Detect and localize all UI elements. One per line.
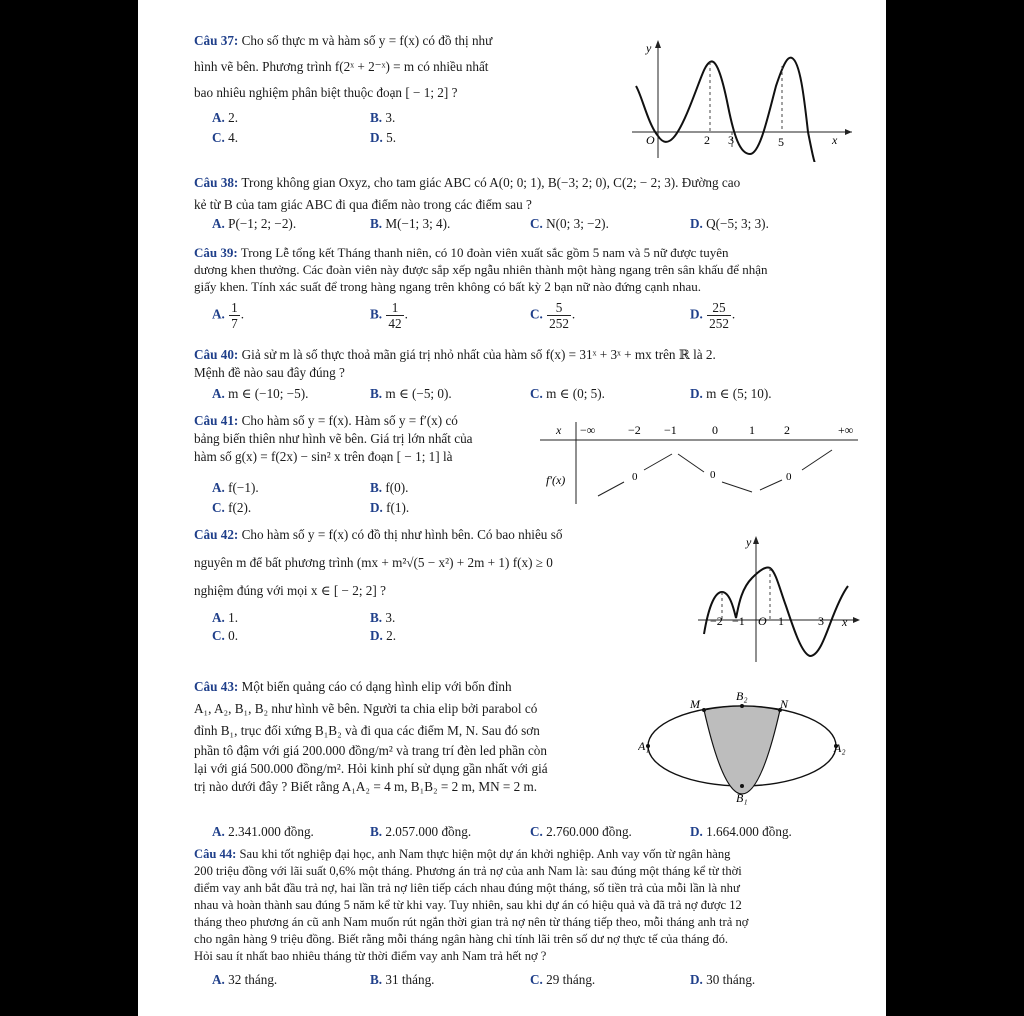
option-value: 29 tháng. [546,972,596,987]
option-letter: B. [370,824,383,839]
exam-page [138,0,886,1016]
header-m1: −1 [664,423,677,437]
q44-label: Câu 44: [194,847,237,861]
q38-option-c[interactable] [530,216,609,232]
q43-option-a[interactable] [212,824,314,840]
q43-option-d[interactable] [690,824,792,840]
option-letter: C. [530,306,543,322]
label-b2: B₂ [736,689,748,703]
option-value: 5. [386,130,397,145]
option-value: m ∈ (0; 5). [546,386,605,401]
option-letter: A. [212,216,225,231]
q44-text-7: Hỏi sau ít nhất bao nhiêu tháng từ thời điểm vay anh Nam trả hết nợ ? [194,949,547,963]
option-value: N(0; 3; −2). [546,216,609,231]
header-pinf: +∞ [838,423,854,437]
arrow-up-1 [598,482,624,496]
q40-option-d[interactable] [690,386,772,402]
q38-label: Câu 38: [194,175,239,190]
option-value: M(−1; 3; 4). [385,216,451,231]
fraction [229,300,240,331]
shaded-parabola-region [704,706,780,794]
q41-text-1: Cho hàm số y = f(x). Hàm số y = f′(x) có [241,413,458,428]
q44-option-c[interactable] [530,972,595,988]
q42-text-1: Cho hàm số y = f(x) có đồ thị như hình bên. Có bao nhiêu số [241,527,563,542]
y-axis-arrow [753,536,759,544]
option-value: m ∈ (−10; −5). [228,386,309,401]
label-x: x [842,615,848,629]
label-1: 1 [778,614,784,628]
q42-option-a[interactable] [212,610,238,626]
option-value: 1. [228,610,239,625]
q40-text-2: Mệnh đề nào sau đây đúng ? [194,365,345,380]
option-value: f(−1). [228,480,259,495]
question-37 [194,32,574,102]
q39-text-3: giấy khen. Tính xác suất để trong hàng ngang trên không có bất kỳ 2 bạn nữ nào đứng cạnh nhau. [194,279,702,294]
label-o: O [758,614,767,628]
q38-option-b[interactable] [370,216,450,232]
label-m1: −1 [732,614,745,628]
q43-ellipse-figure [638,686,848,810]
header-ninf: −∞ [580,423,596,437]
question-42 [194,526,664,600]
label-x: x [832,133,838,147]
label-m2: −2 [710,614,723,628]
q41-option-b[interactable] [370,480,408,496]
option-letter: B. [370,306,383,322]
label-5: 5 [778,135,784,149]
option-letter: D. [370,500,383,515]
label-a1: A₁ [638,739,650,753]
q41-option-c[interactable] [212,500,251,516]
label-2: 2 [704,133,710,147]
option-value: P(−1; 2; −2). [228,216,297,231]
question-40 [194,346,874,382]
option-letter: C. [530,386,543,401]
option-letter: D. [690,386,703,401]
header-m2: −2 [628,423,641,437]
q37-option-b[interactable] [370,110,395,126]
header-0: 0 [712,423,718,437]
option-letter: B. [370,216,383,231]
q40-text-1: Giả sử m là số thực thoả mãn giá trị nhỏ nhất của hàm số f(x) = 31ˣ + 3ˣ + mx trên ℝ là 2. [241,347,716,362]
q44-option-d[interactable] [690,972,755,988]
question-39 [194,244,884,295]
row-fprime: f′(x) [546,473,566,487]
q44-text-1: Sau khi tốt nghiệp đại học, anh Nam thực hiện một dự án khởi nghiệp. Anh vay vốn từ ngân hàng [239,847,731,861]
q37-graph [632,36,862,162]
option-letter: B. [370,972,383,987]
q41-label: Câu 41: [194,413,239,428]
option-value: 2. [228,110,239,125]
q42-text-2: nguyên m để bất phương trình (mx + m²√(5 − x²) + 2m + 1) f(x) ≥ 0 [194,555,553,570]
arrow-up-4 [802,450,832,470]
arrow-up-3 [760,480,782,490]
q41-option-a[interactable] [212,480,259,496]
q44-text-5: tháng theo phương án cũ anh Nam muốn rút ngắn thời gian trả nợ nên từ tháng tiếp theo, mỗi tháng anh trả nợ [194,915,749,929]
denominator: 252 [549,316,569,331]
q44-option-a[interactable] [212,972,277,988]
q44-option-b[interactable] [370,972,434,988]
label-3: 3 [728,133,734,147]
q39-option-b[interactable] [370,300,408,331]
dot: . [571,306,576,322]
fraction [707,300,731,331]
q38-text-2: kẻ từ B của tam giác ABC đi qua điểm nào trong các điểm sau ? [194,197,532,212]
q38-option-a[interactable] [212,216,296,232]
question-38 [194,174,874,214]
option-letter: B. [370,480,383,495]
dot: . [240,306,245,322]
point-b1 [740,784,744,788]
value-0-c: 0 [786,471,792,483]
option-letter: A. [212,110,225,125]
q37-label: Câu 37: [194,33,239,48]
option-letter: D. [690,972,703,987]
q43-text-3: đỉnh B₁, trục đối xứng B₁B₂ và đi qua các điểm M, N. Sau đó sơn [194,723,540,738]
option-letter: B. [370,386,383,401]
q42-option-b[interactable] [370,610,395,626]
q43-text-2: A₁, A₂, B₁, B₂ như hình vẽ bên. Người ta chia elip bởi parabol có [194,701,538,716]
q41-variation-table [540,418,862,506]
arrow-up-2 [644,454,672,470]
option-letter: B. [370,110,383,125]
option-letter: A. [212,610,225,625]
option-letter: A. [212,972,225,987]
header-2: 2 [784,423,790,437]
arrow-down-1 [678,454,704,472]
q42-text-3: nghiệm đúng với mọi x ∈ [ − 2; 2] ? [194,583,386,598]
label-3: 3 [818,614,824,628]
option-value: m ∈ (−5; 0). [385,386,452,401]
option-value: 2.057.000 đồng. [385,824,472,839]
option-value: 1.664.000 đồng. [706,824,792,839]
option-value: 3. [385,110,396,125]
option-letter: B. [370,610,383,625]
q42-option-d[interactable] [370,628,396,644]
numerator: 1 [231,300,238,315]
option-letter: D. [370,130,383,145]
option-value: 2.341.000 đồng. [228,824,314,839]
curve [704,567,848,656]
numerator: 1 [386,300,403,316]
q39-text-2: dương khen thưởng. Các đoàn viên này được sắp xếp ngẫu nhiên thành một hàng ngang trên sân khấu để nhận [194,262,768,277]
option-letter: A. [212,824,225,839]
q37-option-d[interactable] [370,130,396,146]
question-41 [194,412,534,466]
option-letter: A. [212,480,225,495]
header-x: x [556,423,562,437]
q38-text-1: Trong không gian Oxyz, cho tam giác ABC có A(0; 0; 1), B(−3; 2; 0), C(2; − 2; 3). Đường cao [241,175,741,190]
label-n: N [780,697,789,711]
option-value: 2.760.000 đồng. [546,824,632,839]
option-letter: A. [212,306,225,322]
label-o: O [646,133,655,147]
question-43 [194,678,614,796]
option-value: f(0). [385,480,409,495]
value-0-a: 0 [632,471,638,483]
option-value: 32 tháng. [228,972,278,987]
point-b2 [740,704,744,708]
x-axis-arrow [845,129,852,135]
q37-option-a[interactable] [212,110,238,126]
header-1: 1 [749,423,755,437]
q37-text-2: hình vẽ bên. Phương trình f(2ˣ + 2⁻ˣ) = m có nhiều nhất [194,59,489,74]
option-value: m ∈ (5; 10). [706,386,772,401]
label-b1: B₁ [736,791,748,805]
q41-text-2: bảng biến thiên như hình vẽ bên. Giá trị lớn nhất của [194,431,473,446]
option-value: 0. [228,628,239,643]
label-y: y [646,41,652,55]
dot: . [404,306,408,322]
q39-label: Câu 39: [194,245,238,260]
label-a2: A₂ [834,741,846,755]
option-value: 4. [228,130,239,145]
option-letter: C. [212,500,225,515]
option-value: 2. [386,628,397,643]
q40-option-c[interactable] [530,386,605,402]
option-value: 3. [385,610,396,625]
y-axis-arrow [655,40,661,48]
option-letter: D. [690,824,703,839]
denominator: 7 [231,316,238,331]
numerator: 25 [707,300,731,316]
q43-text-1: Một biển quảng cáo có dạng hình elip với bốn đỉnh [241,679,512,694]
option-letter: A. [212,386,225,401]
numerator: 5 [547,300,571,316]
question-44 [194,846,884,965]
q43-option-b[interactable] [370,824,471,840]
option-value: 30 tháng. [706,972,756,987]
option-value: 31 tháng. [385,972,435,987]
denominator: 252 [709,316,729,331]
value-0-b: 0 [710,469,716,481]
option-letter: D. [690,216,703,231]
x-axis-arrow [853,617,860,623]
label-m: M [690,697,700,711]
q43-text-5: lại với giá 500.000 đồng/m². Hỏi kinh phí sử dụng gần nhất với giá [194,761,548,776]
label-y: y [746,535,752,549]
option-letter: D. [690,306,703,322]
option-value: f(2). [228,500,252,515]
curve [636,58,816,162]
option-value: Q(−5; 3; 3). [706,216,769,231]
q40-option-b[interactable] [370,386,452,402]
q42-label: Câu 42: [194,527,239,542]
option-letter: C. [530,824,543,839]
q41-option-d[interactable] [370,500,409,516]
q39-option-d[interactable] [690,300,735,331]
option-letter: C. [530,972,543,987]
fraction [547,300,571,331]
q37-option-c[interactable] [212,130,238,146]
q39-option-c[interactable] [530,300,575,331]
option-letter: C. [212,130,225,145]
arrow-down-2 [722,482,752,492]
q44-text-2: 200 triệu đồng với lãi suất 0,6% một tháng. Phương án trả nợ của anh Nam là: sau đúng một tháng kể từ thời [194,864,742,878]
q44-text-6: cho ngân hàng 9 triệu đồng. Biết rằng mỗi tháng ngân hàng chỉ tính lãi trên số dư nợ thực tế của tháng đó. [194,932,729,946]
q41-text-3: hàm số g(x) = f(2x) − sin² x trên đoạn [ − 1; 1] là [194,449,453,464]
option-letter: C. [212,628,225,643]
q39-text-1: Trong Lễ tổng kết Tháng thanh niên, có 10 đoàn viên xuất sắc gồm 5 nam và 5 nữ được tuyên [240,245,729,260]
q40-option-a[interactable] [212,386,308,402]
q42-option-c[interactable] [212,628,238,644]
option-letter: C. [530,216,543,231]
option-letter: D. [370,628,383,643]
q43-option-c[interactable] [530,824,632,840]
dot: . [731,306,736,322]
denominator: 42 [388,316,402,331]
q44-text-4: nhau và hoàn thành sau đúng 5 năm kể từ khi vay. Tuy nhiên, sau khi dự án có hiệu quả và đã trả nợ được 12 [194,898,742,912]
q43-text-6: trị nào dưới đây ? Biết rằng A₁A₂ = 4 m, B₁B₂ = 2 m, MN = 2 m. [194,779,538,794]
q38-option-d[interactable] [690,216,769,232]
q43-label: Câu 43: [194,679,239,694]
q43-text-4: phần tô đậm với giá 200.000 đồng/m² và trang trí đèn led phần còn [194,743,547,758]
fraction [386,300,403,331]
q42-graph [694,530,864,664]
q37-text-1: Cho số thực m và hàm số y = f(x) có đồ thị như [241,33,493,48]
q40-label: Câu 40: [194,347,239,362]
option-value: f(1). [386,500,410,515]
q39-option-a[interactable] [212,300,244,331]
q37-text-3: bao nhiêu nghiệm phân biệt thuộc đoạn [ − 1; 2] ? [194,85,458,100]
q44-text-3: điểm vay anh bắt đầu trả nợ, hai lần trả nợ liên tiếp cách nhau đúng một tháng, số tiền trả của mỗi lần là như [194,881,740,895]
point-m [702,708,706,712]
